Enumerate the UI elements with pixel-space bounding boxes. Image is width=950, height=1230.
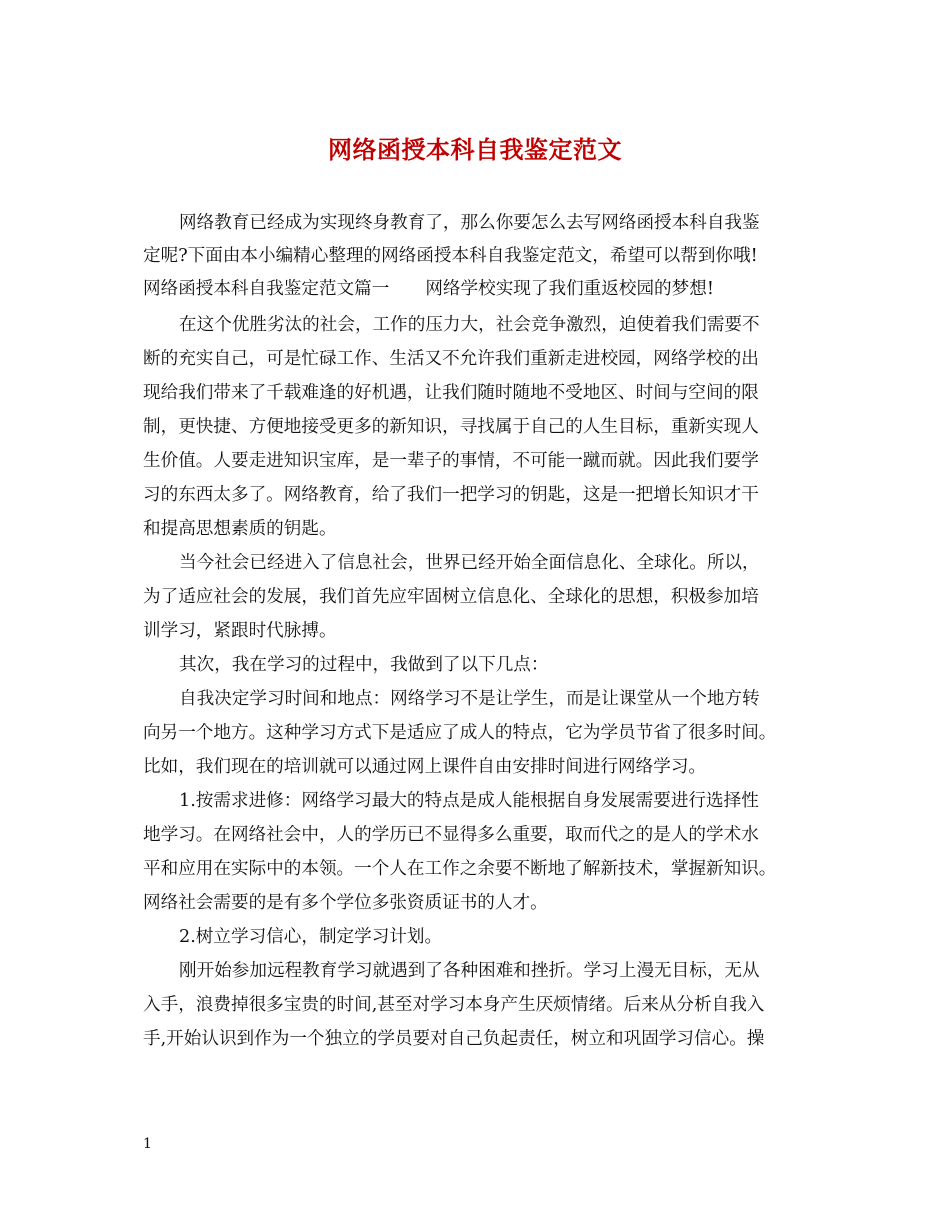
body-line: 地学习。在网络社会中，人的学历已不显得多么重要，取而代之的是人的学术水 [143,825,759,845]
page-number: 1 [143,1136,152,1152]
body-line: 入手，浪费掉很多宝贵的时间,甚至对学习本身产生厌烦情绪。后来从分析自我入 [143,995,765,1015]
body-line: 自我决定学习时间和地点：网络学习不是让学生，而是让课堂从一个地方转 [179,689,760,709]
body-line: 和提高思想素质的钥匙。 [143,519,337,539]
body-line: 1.按需求进修：网络学习最大的特点是成人能根据自身发展需要进行选择性 [179,791,759,811]
body-line: 网络教育已经成为实现终身教育了，那么你要怎么去写网络函授本科自我鉴 [179,213,760,233]
body-line: 刚开始参加远程教育学习就遇到了各种困难和挫折。学习上漫无目标，无从 [179,961,760,981]
body-line: 断的充实自己，可是忙碌工作、生活又不允许我们重新走进校园，网络学校的出 [143,349,759,369]
body-line: 手,开始认识到作为一个独立的学员要对自己负起责任，树立和巩固学习信心。操 [143,1029,765,1049]
body-line: 其次，我在学习的过程中，我做到了以下几点： [179,655,549,675]
body-line: 为了适应社会的发展，我们首先应牢固树立信息化、全球化的思想，积极参加培 [143,587,759,607]
document-title: 网络函授本科自我鉴定范文 [328,135,622,164]
body-line: 网络社会需要的是有多个学位多张资质证书的人才。 [143,893,548,913]
body-line: 生价值。人要走进知识宝库，是一辈子的事情，不可能一蹴而就。因此我们要学 [143,451,759,471]
subtitle-line [143,276,714,302]
body-line: 向另一个地方。这种学习方式下是适应了成人的特点，它为学员节省了很多时间。 [143,723,777,743]
body-line: 比如，我们现在的培训就可以通过网上课件自由安排时间进行网络学习。 [143,757,707,777]
body-line: 2.树立学习信心，制定学习计划。 [179,927,443,947]
body-line: 在这个优胜劣汰的社会，工作的压力大，社会竞争激烈，迫使着我们需要不 [179,315,760,335]
body-line: 平和应用在实际中的本领。一个人在工作之余要不断地了解新技术，掌握新知识。 [143,859,777,879]
section-subheading: 网络学校实现了我们重返校园的梦想! [425,279,714,299]
body-line: 习的东西太多了。网络教育，给了我们一把学习的钥匙，这是一把增长知识才干 [143,485,759,505]
body-line: 当今社会已经进入了信息社会，世界已经开始全面信息化、全球化。所以， [179,553,760,573]
body-line: 训学习，紧跟时代脉搏。 [143,621,337,641]
section-heading: 网络函授本科自我鉴定范文篇一 [143,279,390,299]
body-line: 制，更快捷、方便地接受更多的新知识，寻找属于自己的人生目标，重新实现人 [143,417,759,437]
body-line: 定呢?下面由本小编精心整理的网络函授本科自我鉴定范文，希望可以帮到你哦! [143,246,758,266]
body-line: 现给我们带来了千载难逢的好机遇，让我们随时随地不受地区、时间与空间的限 [143,383,759,403]
